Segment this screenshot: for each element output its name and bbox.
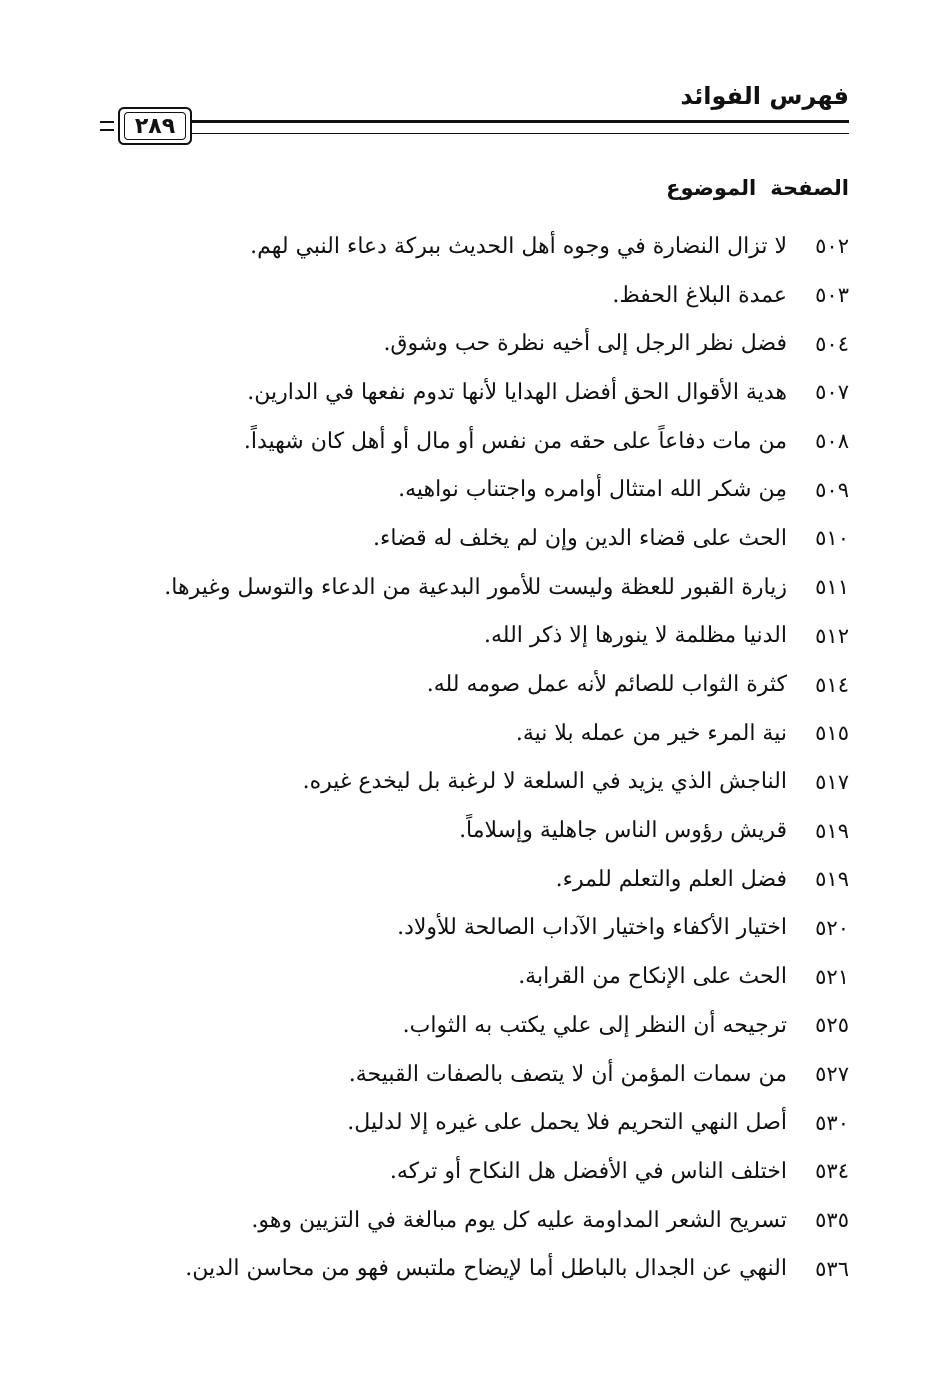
entry-topic: هدية الأقوال الحق أفضل الهدايا لأنها تدوم نفعها في الدارين. bbox=[247, 379, 787, 405]
entry-topic: كثرة الثواب للصائم لأنه عمل صومه لله. bbox=[426, 672, 787, 698]
entry-topic: قريش رؤوس الناس جاهلية وإسلاماً. bbox=[459, 818, 787, 844]
entry-page-number: ٥٢٧ bbox=[815, 1062, 849, 1087]
entry-page-number: ٥٣٤ bbox=[815, 1159, 849, 1184]
entry-page-number: ٥٢١ bbox=[815, 964, 849, 989]
index-entry bbox=[89, 904, 849, 953]
index-entry bbox=[89, 417, 849, 466]
index-entry bbox=[89, 514, 849, 563]
entry-topic: تسريح الشعر المداومة عليه كل يوم مبالغة في التزيين وهو. bbox=[251, 1207, 787, 1233]
index-entry bbox=[89, 1147, 849, 1196]
entry-topic: الحث على قضاء الدين وإن لم يخلف له قضاء. bbox=[373, 525, 787, 551]
entry-topic: النهي عن الجدال بالباطل أما لإيضاح ملتبس فهو من محاسن الدين. bbox=[185, 1256, 787, 1282]
entry-page-number: ٥١٩ bbox=[815, 818, 849, 843]
index-entry bbox=[89, 1098, 849, 1147]
entry-topic: الناجش الذي يزيد في السلعة لا لرغبة بل ليخدع غيره. bbox=[302, 769, 787, 795]
entry-topic: الحث على الإنكاح من القرابة. bbox=[518, 964, 787, 990]
entry-topic: من سمات المؤمن أن لا يتصف بالصفات القبيحة. bbox=[348, 1061, 787, 1087]
index-entry bbox=[89, 758, 849, 807]
index-entry bbox=[89, 465, 849, 514]
entry-page-number: ٥٠٧ bbox=[815, 380, 849, 405]
index-entry bbox=[89, 1196, 849, 1245]
entry-topic: عمدة البلاغ الحفظ. bbox=[612, 282, 787, 308]
entry-page-number: ٥١٩ bbox=[815, 867, 849, 892]
entry-topic: ترجيحه أن النظر إلى علي يكتب به الثواب. bbox=[402, 1012, 787, 1038]
entry-topic: اختيار الأكفاء واختيار الآداب الصالحة للأولاد. bbox=[397, 915, 787, 941]
index-entry bbox=[89, 1050, 849, 1099]
entry-topic: فضل العلم والتعلم للمرء. bbox=[555, 866, 787, 892]
entry-topic: لا تزال النضارة في وجوه أهل الحديث ببركة دعاء النبي لهم. bbox=[250, 233, 787, 259]
running-header-title: فهرس الفوائد bbox=[680, 82, 849, 110]
entry-page-number: ٥٠٣ bbox=[815, 283, 849, 308]
index-entry bbox=[89, 222, 849, 271]
entry-page-number: ٥٣٥ bbox=[815, 1208, 849, 1233]
entry-topic: أصل النهي التحريم فلا يحمل على غيره إلا لدليل. bbox=[347, 1110, 787, 1136]
entry-page-number: ٥١٢ bbox=[815, 623, 849, 648]
column-headers bbox=[666, 176, 849, 200]
index-entry bbox=[89, 709, 849, 758]
index-entry bbox=[89, 660, 849, 709]
entry-topic: اختلف الناس في الأفضل هل النكاح أو تركه. bbox=[389, 1158, 787, 1184]
index-entries-list bbox=[89, 222, 849, 1293]
index-entry bbox=[89, 806, 849, 855]
page-number: ٢٨٩ bbox=[118, 107, 192, 145]
entry-page-number: ٥٠٩ bbox=[815, 477, 849, 502]
entry-page-number: ٥١٧ bbox=[815, 769, 849, 794]
entry-page-number: ٥١١ bbox=[815, 575, 849, 600]
entry-page-number: ٥٢٠ bbox=[815, 915, 849, 940]
index-entry bbox=[89, 1001, 849, 1050]
entry-page-number: ٥٠٤ bbox=[815, 331, 849, 356]
entry-page-number: ٥٣٦ bbox=[815, 1256, 849, 1281]
entry-page-number: ٥٣٠ bbox=[815, 1110, 849, 1135]
index-entry bbox=[89, 319, 849, 368]
entry-topic: مِن شكر الله امتثال أوامره واجتناب نواهيه. bbox=[398, 477, 787, 503]
entry-page-number: ٥٠٨ bbox=[815, 429, 849, 454]
index-entry bbox=[89, 368, 849, 417]
page-column-label: الصفحة bbox=[770, 176, 849, 200]
entry-page-number: ٥٢٥ bbox=[815, 1013, 849, 1038]
entry-topic: من مات دفاعاً على حقه من نفس أو مال أو أهل كان شهيداً. bbox=[243, 428, 787, 454]
entry-page-number: ٥٠٢ bbox=[815, 234, 849, 259]
entry-page-number: ٥١٠ bbox=[815, 526, 849, 551]
entry-topic: الدنيا مظلمة لا ينورها إلا ذكر الله. bbox=[484, 623, 787, 649]
topic-column-label: الموضوع bbox=[666, 176, 757, 200]
index-entry bbox=[89, 855, 849, 904]
entry-topic: نية المرء خير من عمله بلا نية. bbox=[515, 720, 787, 746]
index-entry bbox=[89, 612, 849, 661]
entry-page-number: ٥١٤ bbox=[815, 672, 849, 697]
index-entry bbox=[89, 1244, 849, 1293]
index-entry bbox=[89, 563, 849, 612]
header-double-rule bbox=[190, 120, 849, 134]
entry-page-number: ٥١٥ bbox=[815, 721, 849, 746]
entry-topic: فضل نظر الرجل إلى أخيه نظرة حب وشوق. bbox=[383, 331, 787, 357]
entry-topic: زيارة القبور للعظة وليست للأمور البدعية من الدعاء والتوسل وغيرها. bbox=[164, 574, 787, 600]
header-rule-end-mark bbox=[100, 121, 114, 131]
index-entry bbox=[89, 271, 849, 320]
index-entry bbox=[89, 952, 849, 1001]
